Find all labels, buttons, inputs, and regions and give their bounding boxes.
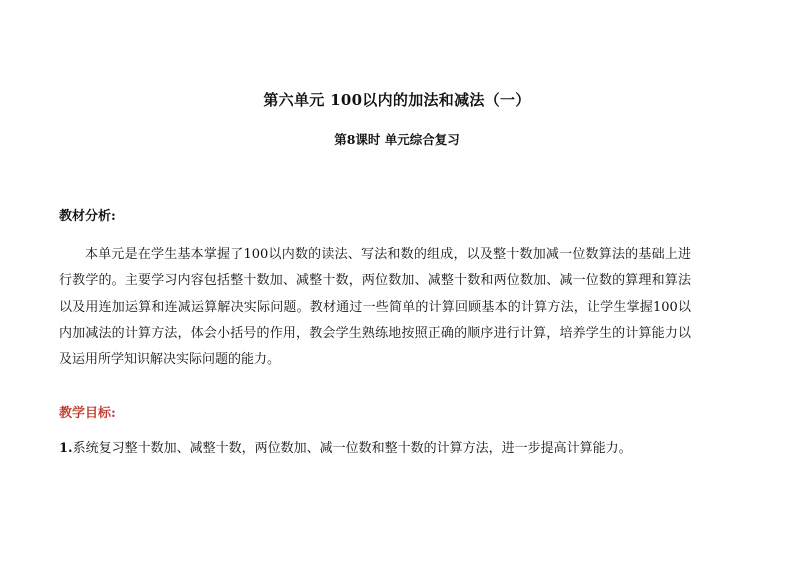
goal-text: 系统复习整十数加、减整十数，两位数加、减一位数和整十数的计算方法，进一步提高计算能力。 bbox=[72, 441, 632, 456]
analysis-paragraph: 本单元是在学生基本掌握了100以内数的读法、写法和数的组成，以及整十数加减一位数算法的基础上进行教学的。主要学习内容包括整十数加、减整十数，两位数加、减整十数和两位数加、减一位数的算理和算法以及用连加运算和连减运算解决实际问题。教材通过一些简单的计算回顾基本的计算方法，让学生掌握100以内加减法的计算方法，体会小括号的作用，教会学生熟练地按照正确的顺序进行计算，培养学生的计算能力以及运用所学知识解决实际问题的能力。 bbox=[59, 247, 691, 368]
goal-item bbox=[59, 440, 739, 458]
page-title: 第六单元 100以内的加法和减法（一） bbox=[263, 91, 531, 109]
lesson-subtitle: 第8课时 单元综合复习 bbox=[334, 132, 460, 147]
analysis-heading: 教材分析: bbox=[59, 209, 116, 224]
goal-number: 1. bbox=[59, 441, 73, 456]
goals-heading: 教学目标: bbox=[59, 406, 116, 421]
